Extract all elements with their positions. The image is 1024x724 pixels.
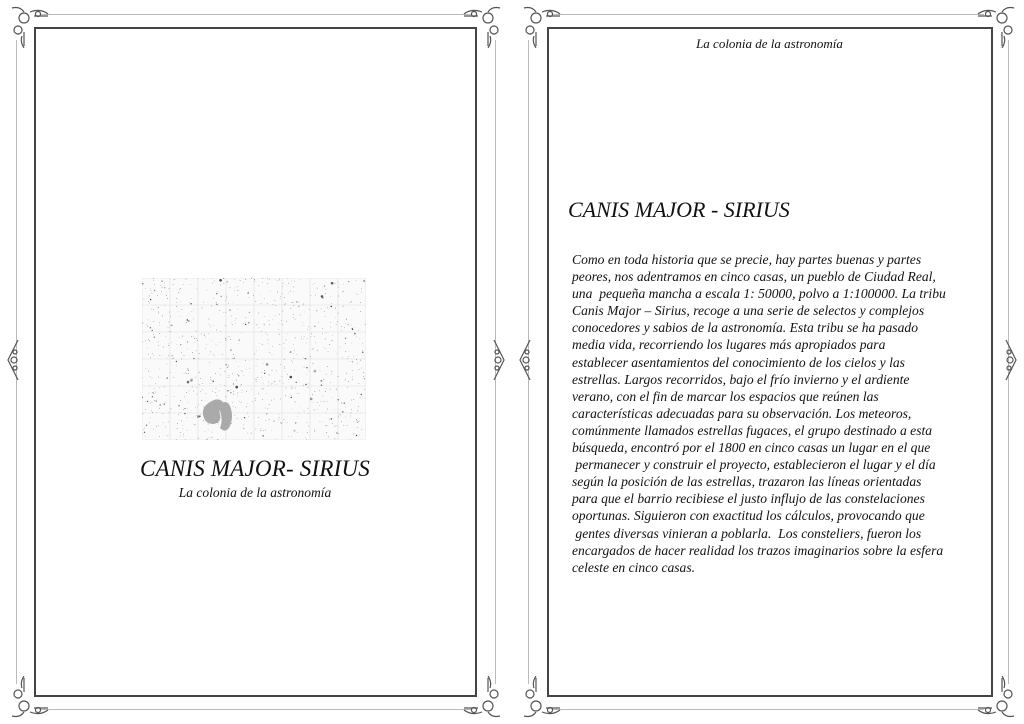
body-line: celeste en cinco casas. — [572, 559, 696, 575]
corner-ornament-icon — [4, 676, 50, 722]
star-chart-image — [142, 278, 366, 440]
side-ornament-icon — [518, 338, 532, 382]
body-line: peores, nos adentramos en cinco casas, un pueblo de Ciudad Real, — [572, 269, 936, 285]
outer-rule-top — [40, 14, 472, 15]
body-line: oportunas. Siguieron con exactitud los cálculos, provocando que — [572, 508, 925, 524]
body-line: conocedores y sabios de la astronomía. Esta tribu se ha pasado — [572, 320, 918, 336]
body-line: una pequeña mancha a escala 1: 50000, polvo a 1:100000. La tribu — [572, 286, 946, 302]
body-line: verano, con el fin de marcar los espacios que reúnen las — [572, 388, 879, 404]
body-line: comúnmente llamados estrellas fugaces, el grupo destinado a esta — [572, 422, 933, 438]
body-line: características adecuadas para su observación. Los meteoros, — [572, 405, 912, 421]
body-paragraph — [572, 251, 982, 576]
side-ornament-icon — [6, 338, 20, 382]
body-line: para que el barrio recibiese el justo influjo de las constelaciones — [572, 491, 925, 507]
section-title: CANIS MAJOR - SIRIUS — [568, 197, 790, 222]
body-line: gentes diversas vinieran a poblarla. Los consteliers, fueron los — [572, 525, 922, 541]
body-line: búsqueda, encontró por el 1800 en cinco casas un lugar en el que — [572, 440, 931, 456]
nebula-shape — [203, 399, 232, 430]
corner-ornament-icon — [516, 676, 562, 722]
body-line: permanecer y construir el proyecto, establecieron el lugar y el día — [572, 457, 936, 473]
outer-rule-bottom — [40, 709, 472, 710]
corner-ornament-icon — [462, 2, 508, 48]
outer-rule-top — [552, 14, 984, 15]
body-line: encargados de hacer realidad los trazos imaginarios sobre la esfera — [572, 542, 944, 558]
corner-ornament-icon — [4, 2, 50, 48]
side-ornament-icon — [1004, 338, 1018, 382]
corner-ornament-icon — [976, 676, 1022, 722]
body-line: según la posición de las estrellas, trazaron las líneas orientadas — [572, 474, 922, 490]
body-line: estrellas. Largos recorridos, bajo el frío invierno y el ardiente — [572, 371, 910, 387]
cover-title: CANIS MAJOR- SIRIUS — [140, 456, 370, 481]
corner-ornament-icon — [462, 676, 508, 722]
body-line: media vida, recorriendo los lugares más apropiados para — [572, 337, 886, 353]
body-line: Como en toda historia que se precie, hay partes buenas y partes — [572, 252, 922, 267]
cover-subtitle: La colonia de la astronomía — [178, 485, 332, 500]
body-line: establecer asentamientos del conocimiento de los cielos y las — [572, 354, 905, 370]
running-head: La colonia de la astronomía — [696, 36, 843, 51]
body-line: Canis Major – Sirius, recoge a una serie de selectos y complejos — [572, 303, 925, 319]
outer-rule-bottom — [552, 709, 984, 710]
side-ornament-icon — [492, 338, 506, 382]
